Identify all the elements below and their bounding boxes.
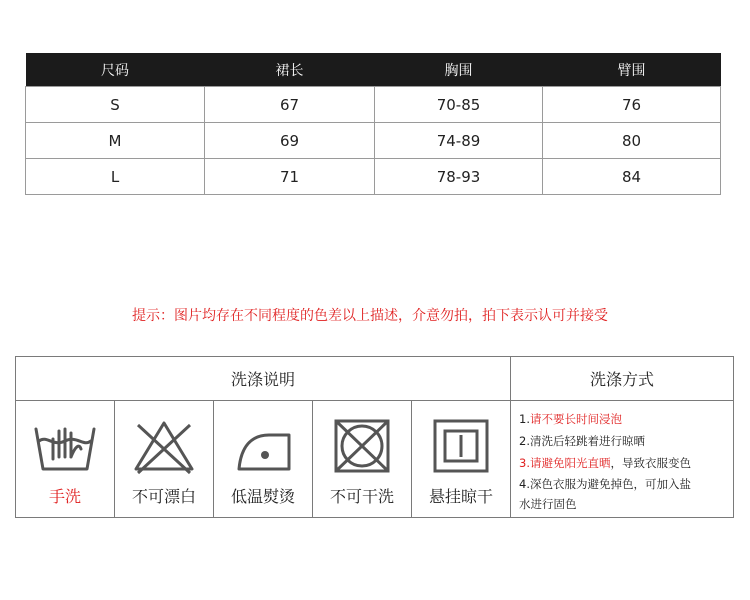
table-row [26,159,721,195]
care-item-no-dry-clean [313,401,412,517]
care-label-low-iron: 低温熨烫 [230,487,295,506]
hang-dry-icon [429,417,493,475]
care-label-no-bleach: 不可漂白 [131,487,196,506]
cell-skirt-length: 71 [205,159,375,195]
care-label-no-dry-clean: 不可干洗 [329,487,394,506]
care-item-no-bleach [115,401,214,517]
care-label-hand-wash: 手洗 [48,487,81,506]
wash-instructions-title: 洗涤说明 [16,357,511,401]
cell-arm: 84 [543,159,721,195]
care-item-low-iron [214,401,313,517]
cell-skirt-length: 69 [205,123,375,159]
method-item-3: 3.请避免阳光直晒，导致衣服变色 [519,456,691,470]
header-size: 尺码 [26,53,205,87]
header-skirt-length: 裙长 [205,53,375,87]
method-item-2: 2.清洗后轻跳着进行晾晒 [519,434,645,448]
hand-wash-icon [33,417,97,475]
cell-size: M [26,123,205,159]
table-row [26,123,721,159]
color-difference-notice: 提示：图片均存在不同程度的色差以上描述，介意勿拍，拍下表示认可并接受 [132,308,608,324]
table-row [26,87,721,123]
no-bleach-icon [132,417,196,475]
wash-method-title: 洗涤方式 [511,357,733,401]
cell-bust: 78-93 [375,159,543,195]
size-table [25,53,721,195]
cell-size: L [26,159,205,195]
method-item-1: 1.请不要长时间浸泡 [519,412,622,426]
cell-bust: 74-89 [375,123,543,159]
method-item-4: 4.深色衣服为避免掉色，可加入盐 水进行固色 [519,477,691,511]
cell-arm: 76 [543,87,721,123]
wash-method-list [511,401,733,517]
low-iron-icon [231,417,295,475]
cell-size: S [26,87,205,123]
header-arm: 臂围 [543,53,721,87]
wash-care-panel [15,356,734,518]
header-bust: 胸围 [375,53,543,87]
cell-arm: 80 [543,123,721,159]
size-table-header-row [26,53,721,87]
care-label-hang-dry: 悬挂晾干 [428,487,493,506]
care-item-hang-dry [412,401,511,517]
cell-skirt-length: 67 [205,87,375,123]
no-dry-clean-icon [330,417,394,475]
cell-bust: 70-85 [375,87,543,123]
care-item-hand-wash [16,401,115,517]
